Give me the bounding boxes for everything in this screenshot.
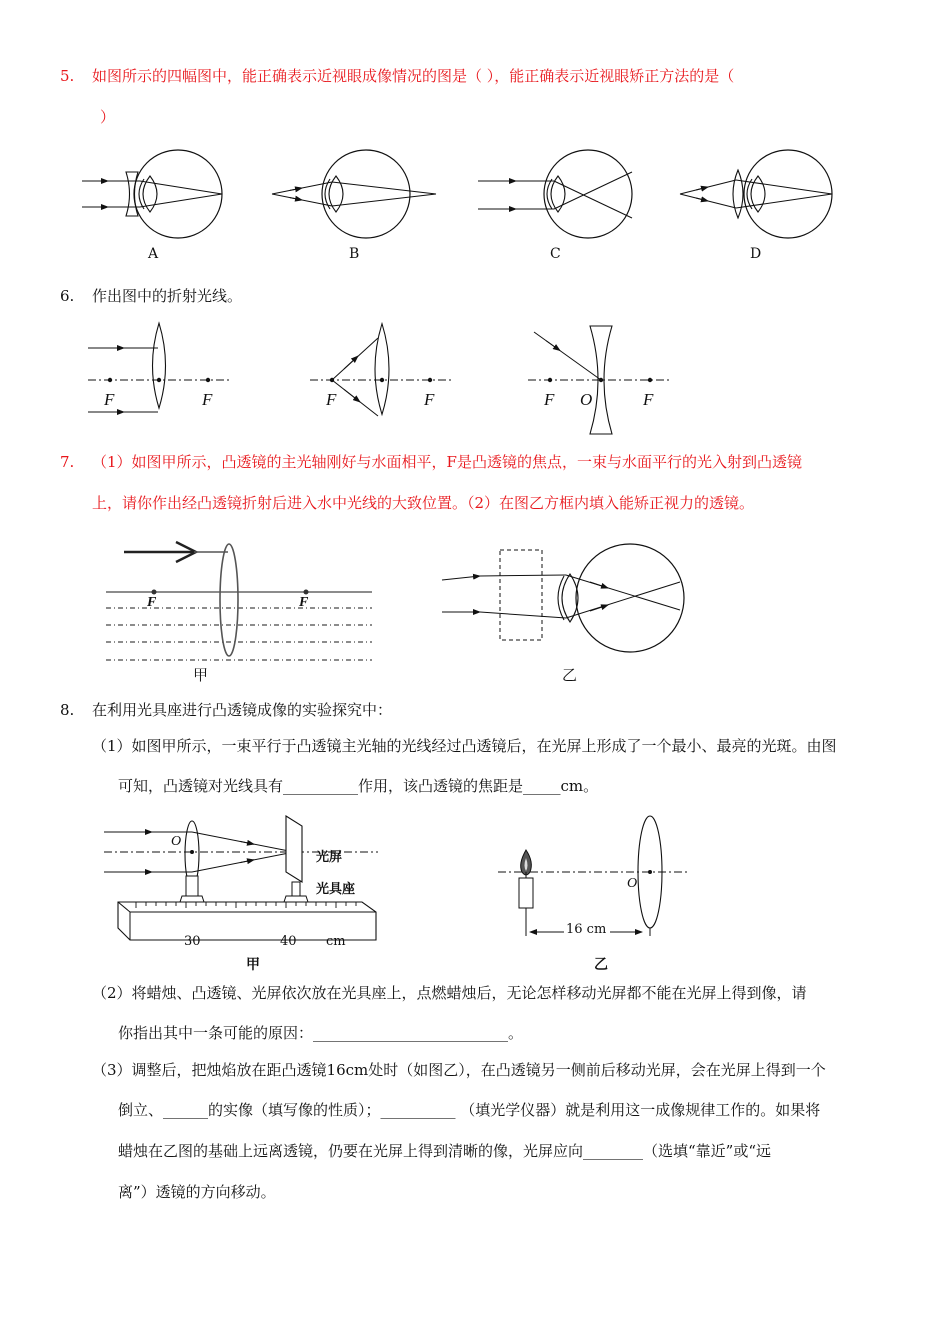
q8-part1-line1: （1）如图甲所示，一束平行于凸透镜主光轴的光线经过凸透镜后，在光屏上形成了一个最小、最亮的光斑。由图 (92, 737, 837, 755)
convex-lens (375, 324, 389, 415)
q8-text: 在利用光具座进行凸透镜成像的实验探究中： (92, 701, 393, 719)
q8-label-yi: 乙 (594, 957, 608, 973)
q8-yi-distance: 16 cm (566, 922, 607, 937)
q6-f-right-1: F (202, 390, 213, 409)
q8-part1-line2: 可知，凸透镜对光线具有__________作用，该凸透镜的焦距是_____cm。 (118, 777, 599, 795)
q7-text-line1: （1）如图甲所示，凸透镜的主光轴刚好与水面相平，F是凸透镜的焦点，一束与水面平行的光入射到凸透镜 (92, 453, 802, 471)
light-screen (286, 816, 302, 882)
concave-lens (126, 172, 138, 216)
q6-f-left-1: F (104, 390, 115, 409)
q8-jia-tick-30: 30 (184, 934, 201, 949)
eyeball (744, 150, 832, 238)
q6-o-3: O (580, 390, 593, 409)
q8-jia-tick-40: 40 (280, 934, 297, 949)
q5-label-b: B (349, 246, 360, 262)
eye-lens (751, 176, 765, 212)
q5-number: 5. (60, 67, 75, 85)
q8-jia-screen: 光屏 (316, 850, 343, 865)
q8-part2-line1: （2）将蜡烛、凸透镜、光屏依次放在光具座上，点燃蜡烛后，无论怎样移动光屏都不能在光屏上得到像，请 (92, 984, 807, 1002)
lens-box (500, 550, 542, 640)
eyeball (322, 150, 410, 238)
candle (519, 878, 533, 908)
q6-f-left-2: F (326, 390, 337, 409)
q5-figure-a (78, 150, 238, 245)
eyeball (544, 150, 632, 238)
q5-label-a: A (148, 246, 159, 262)
q7-figure-yi (440, 530, 695, 655)
convex-lens (733, 170, 743, 218)
q5-label-d: D (750, 246, 762, 262)
q7-f-left: F (147, 595, 157, 610)
q8-yi-o: O (627, 876, 638, 891)
eye-lens (329, 176, 343, 212)
q6-figure-3 (526, 324, 676, 436)
q8-part3-line1: （3）调整后，把烛焰放在距凸透镜16cm处时（如图乙），在凸透镜另一侧前后移动光屏，会在光屏上得到一个 (92, 1061, 826, 1079)
q8-jia-bench: 光具座 (316, 882, 356, 897)
convex-lens (220, 544, 238, 656)
q8-part2-line2: 你指出其中一条可能的原因：__________________________。 (118, 1024, 524, 1042)
q7-number: 7. (60, 453, 75, 471)
q5-figure-c (476, 150, 641, 245)
q5-text-line1: 如图所示的四幅图中，能正确表示近视眼成像情况的图是（ ），能正确表示近视眼矫正方法的是（ (92, 67, 735, 85)
convex-lens (153, 323, 166, 408)
q8-number: 8. (60, 701, 75, 719)
q7-text-line2: 上，请你作出经凸透镜折射后进入水中光线的大致位置。（2）在图乙方框内填入能矫正视力的透镜。 (92, 494, 755, 512)
q7-f-right: F (299, 595, 309, 610)
q7-label-jia: 甲 (193, 666, 209, 684)
q8-label-jia: 甲 (246, 957, 260, 973)
q8-jia-o: O (171, 834, 182, 849)
q5-text-line2: ） (100, 108, 116, 126)
eye-lens-front (558, 576, 564, 620)
q6-f-left-3: F (544, 390, 555, 409)
q8-part3-line3: 蜡烛在乙图的基础上远离透镜，仍要在光屏上得到清晰的像，光屏应向________（选填“靠近”或“远 (118, 1142, 772, 1160)
q7-label-yi: 乙 (562, 666, 578, 684)
q6-text: 作出图中的折射光线。 (92, 287, 243, 305)
eyeball (134, 150, 222, 238)
q8-part3-line4: 离”）透镜的方向移动。 (118, 1183, 276, 1201)
q8-part3-line2: 倒立、______的实像（填写像的性质）；__________ （填光学仪器）就是利用这一成像规律工作的。如果将 (118, 1101, 821, 1119)
q5-figure-b (270, 150, 440, 245)
q6-f-right-2: F (424, 390, 435, 409)
q8-jia-unit: cm (326, 934, 346, 949)
q7-figure-jia (100, 532, 380, 664)
q6-number: 6. (60, 287, 75, 305)
q5-label-c: C (550, 246, 561, 262)
q6-f-right-3: F (643, 390, 654, 409)
q5-figure-d (678, 150, 838, 245)
